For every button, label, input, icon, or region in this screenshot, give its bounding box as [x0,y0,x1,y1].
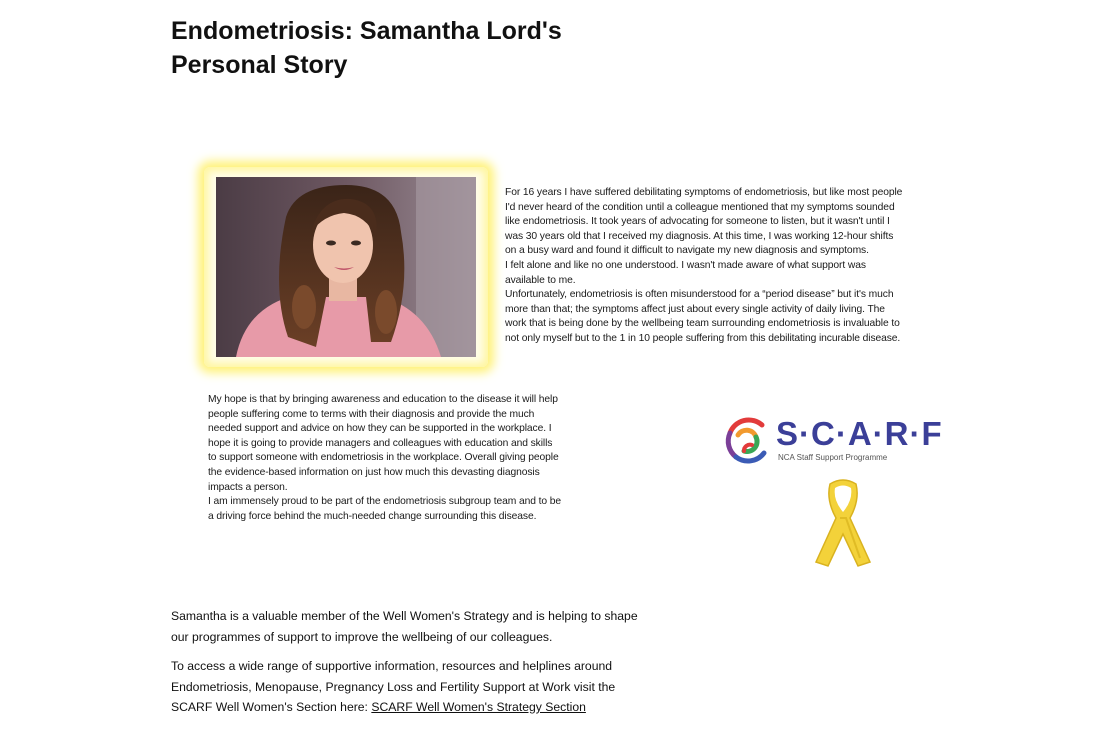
scarf-logo [722,415,962,471]
scarf-swirl-icon [722,415,772,467]
footer-line-with-link [171,697,711,718]
footer-paragraph-1 [171,606,711,647]
footer-line: To access a wide range of supportive information, resources and helplines around [171,659,613,673]
hope-line: I am immensely proud to be part of the endometriosis subgroup team and to be [208,496,561,508]
page-title-line-1: Endometriosis: Samantha Lord's [171,17,562,45]
hope-line: to support someone with endometriosis in the workplace. Overall giving people [208,452,559,464]
hope-line: people suffering come to terms with their diagnosis and provide the much [208,408,535,420]
yellow-awareness-ribbon-icon [810,478,876,570]
story-line: on a busy ward and found it difficult to navigate my new diagnosis and symptoms. [505,245,869,257]
footer-link-prefix: SCARF Well Women's Section here: [171,700,372,714]
scarf-well-women-strategy-link[interactable]: SCARF Well Women's Strategy Section [371,700,586,714]
story-line: more than that; the symptoms affect just about every single activity of daily living. The [505,303,885,315]
story-line: not only myself but to the 1 in 10 people suffering from this debilitating incurable disease. [505,332,901,344]
page-title-line-2: Personal Story [171,51,348,79]
story-line: work that is being done by the wellbeing team surrounding endometriosis is invaluable to [505,318,900,330]
hope-line: needed support and advice on how they can be supported in the workplace. I [208,423,552,435]
profile-photo-frame [204,167,488,367]
hope-line: My hope is that by bringing awareness and education to the disease it will help [208,394,558,405]
story-paragraph [505,186,995,347]
story-line: was 30 years old that I received my diagnosis. At this time, I was working 12-hour shifts [505,230,894,242]
page-title [171,14,691,82]
scarf-tagline: NCA Staff Support Programme [778,453,888,462]
story-line: I felt alone and like no one understood. I wasn't made aware of what support was [505,259,866,271]
hope-line: a driving force behind the much-needed change surrounding this disease. [208,510,537,522]
hope-line: hope it is going to provide managers and colleagues with education and skills [208,437,553,449]
hope-paragraph [208,393,648,524]
hope-line: the evidence-based information on just how much this devasting diagnosis [208,466,540,478]
hope-line: impacts a person. [208,481,288,493]
story-line: like endometriosis. It took years of advocating for someone to listen, but it wasn't until I [505,216,890,228]
footer-line: Samantha is a valuable member of the Well Women's Strategy and is helping to shape [171,609,638,623]
story-line: Unfortunately, endometriosis is often misunderstood for a “period disease” but it's much [505,289,894,301]
scarf-wordmark: S·C·A·R·F [776,415,943,452]
portrait-illustration [216,177,476,357]
story-line: available to me. [505,274,576,286]
footer-paragraph-2 [171,656,711,718]
footer-line: our programmes of support to improve the wellbeing of our colleagues. [171,629,553,644]
story-line: For 16 years I have suffered debilitating symptoms of endometriosis, but like most people [505,187,903,198]
story-line: I'd never heard of the condition until a colleague mentioned that my symptoms sounded [505,201,895,213]
footer-line: Endometriosis, Menopause, Pregnancy Loss and Fertility Support at Work visit the [171,679,616,694]
profile-photo [216,177,476,357]
